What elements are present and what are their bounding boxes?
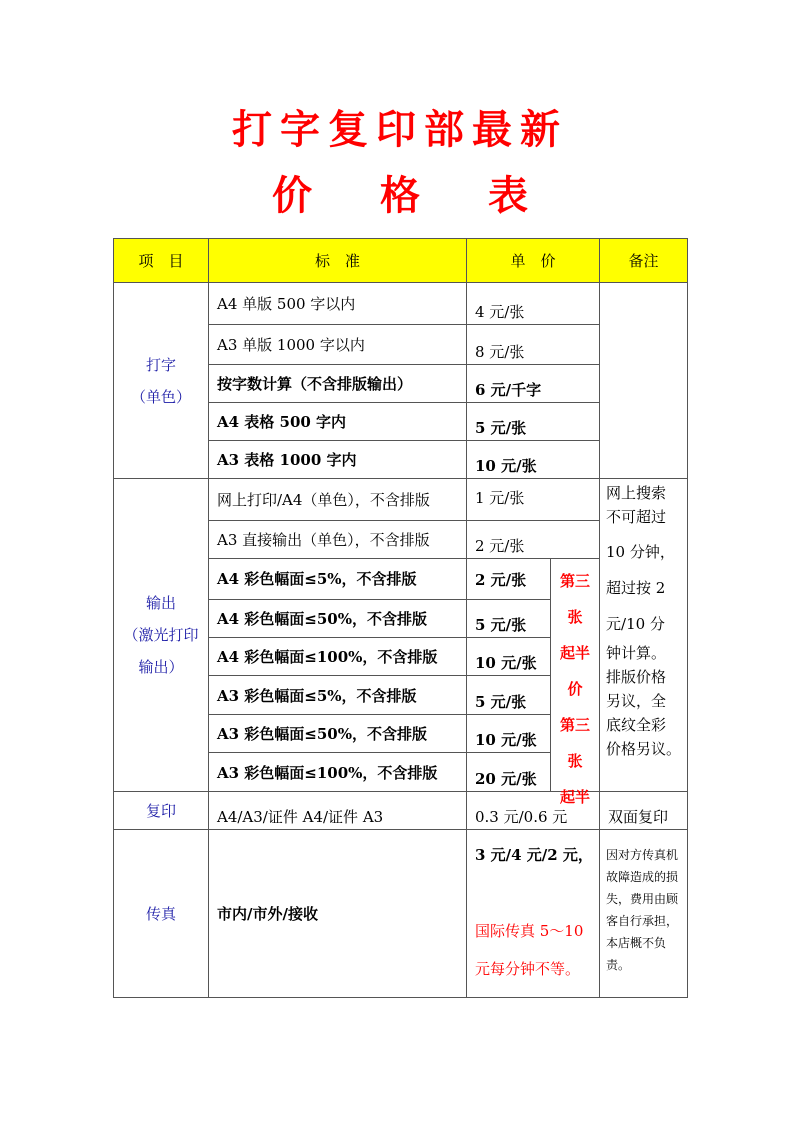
remark-line: 另议，全 [606, 692, 667, 710]
note-char: 起半 [560, 644, 591, 662]
typing-remark [600, 283, 688, 479]
note-char: 起半 [560, 788, 591, 806]
price-table [113, 238, 688, 998]
output-remark [600, 479, 688, 792]
row-price: 5 元/张 [467, 403, 600, 441]
half-price-note [551, 559, 600, 806]
remark-line: 因对方传真机 [606, 848, 679, 862]
row-desc: A4 彩色幅面≤5%，不含排版 [209, 559, 467, 600]
remark-line: 网上搜索 [606, 484, 667, 502]
subtitle-char: 格 [380, 172, 420, 219]
header-standard: 标 准 [209, 239, 467, 283]
row-desc: 按字数计算（不含排版输出） [209, 365, 467, 403]
row-price: 4 元/张 [467, 283, 600, 325]
remark-line: 客自行承担， [606, 914, 679, 928]
remark-line: 失，费用由顾 [606, 892, 679, 906]
row-price: 10 元/张 [467, 441, 600, 479]
row-desc: A3 表格 1000 字内 [209, 441, 467, 479]
note-char: 价 [567, 680, 583, 698]
subtitle-char: 价 [272, 172, 312, 219]
remark-line: 排版价格 [606, 668, 667, 686]
remark-line: 不可超过 [606, 508, 667, 526]
category-label: 打字 [145, 355, 176, 374]
remark-line: 底纹全彩 [606, 716, 667, 734]
category-fax: 传真 [114, 830, 209, 998]
row-desc: A4 表格 500 字内 [209, 403, 467, 441]
category-copy: 复印 [114, 792, 209, 830]
intl-fax-price: 国际传真 5～10 [475, 922, 584, 940]
remark-line: 钟计算。 [606, 644, 667, 662]
row-desc: A3 彩色幅面≤50%，不含排版 [209, 714, 467, 752]
note-char: 第三 [560, 716, 591, 734]
header-remark: 备注 [600, 239, 688, 283]
row-price: 0.3 元/0.6 元 [467, 792, 600, 830]
row-desc: 市内/市外/接收 [209, 830, 467, 998]
row-desc: A3 直接输出（单色），不含排版 [209, 521, 467, 559]
row-price: 3 元/4 元/2 元， [475, 846, 593, 864]
remark-line: 元/10 分 [606, 615, 665, 633]
category-typing [114, 283, 209, 479]
fax-price-cell [467, 830, 600, 998]
row-price: 2 元/张 [467, 559, 551, 600]
row-price: 5 元/张 [467, 599, 551, 637]
copy-remark: 双面复印 [600, 792, 688, 830]
table-header-row [114, 239, 688, 283]
remark-line: 10 分钟， [606, 543, 675, 561]
page-title: 打字复印部最新 [232, 106, 568, 153]
table-row [114, 283, 688, 325]
row-price: 10 元/张 [467, 714, 551, 752]
row-price: 8 元/张 [467, 325, 600, 365]
note-char: 第三 [560, 572, 591, 590]
category-sublabel: （单色） [130, 387, 191, 406]
row-price: 5 元/张 [467, 676, 551, 714]
category-sublabel: 输出） [138, 658, 184, 676]
row-desc: 网上打印/A4（单色），不含排版 [209, 479, 467, 521]
intl-fax-price: 元每分钟不等。 [475, 960, 581, 978]
subtitle-char: 表 [488, 172, 528, 219]
category-label: 输出 [145, 594, 176, 612]
remark-line: 价格另议。 [606, 740, 682, 758]
category-sublabel: （激光打印 [123, 626, 199, 644]
row-desc: A3 彩色幅面≤100%，不含排版 [209, 753, 467, 792]
row-price: 20 元/张 [467, 753, 551, 792]
remark-line: 本店概不负责。 [606, 936, 667, 972]
note-char: 张 [567, 608, 583, 626]
row-desc: A4 彩色幅面≤50%，不含排版 [209, 599, 467, 637]
row-price: 10 元/张 [467, 638, 551, 676]
row-price: 6 元/千字 [467, 365, 600, 403]
row-desc: A4 彩色幅面≤100%，不含排版 [209, 638, 467, 676]
row-desc: A3 单版 1000 字以内 [209, 325, 467, 365]
table-row [114, 479, 688, 521]
page-subtitle [0, 164, 800, 221]
header-item: 项 目 [114, 239, 209, 283]
row-desc: A4 单版 500 字以内 [209, 283, 467, 325]
remark-line: 故障造成的损 [606, 870, 679, 884]
row-desc: A3 彩色幅面≤5%，不含排版 [209, 676, 467, 714]
header-price: 单 价 [467, 239, 600, 283]
table-row [114, 830, 688, 998]
note-char: 张 [567, 752, 583, 770]
row-desc: A4/A3/证件 A4/证件 A3 [209, 792, 467, 830]
category-output [114, 479, 209, 792]
row-price: 1 元/张 [467, 479, 600, 521]
fax-remark [600, 830, 688, 998]
row-price: 2 元/张 [467, 521, 600, 559]
remark-line: 超过按 2 [606, 579, 666, 597]
table-row [114, 792, 688, 830]
